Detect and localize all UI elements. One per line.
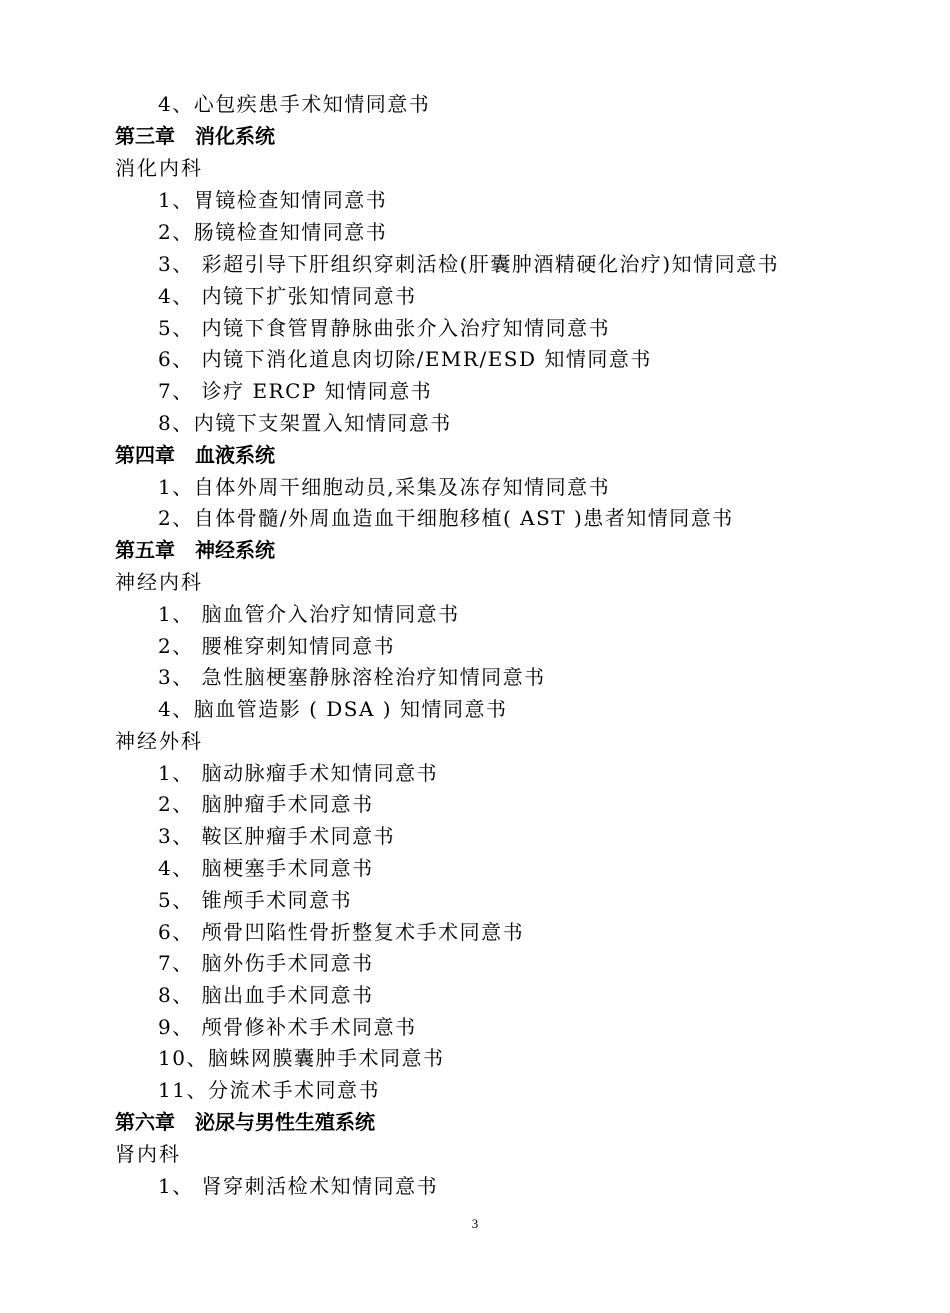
department-heading: 神经内科 [115,570,203,594]
toc-item: 9、 颅骨修补术手术同意书 [158,1015,417,1039]
toc-item: 1、 脑血管介入治疗知情同意书 [158,602,460,626]
toc-item: 1、 脑动脉瘤手术知情同意书 [158,761,439,785]
toc-item: 8、内镜下支架置入知情同意书 [158,411,452,435]
department-heading: 神经外科 [115,729,203,753]
chapter-heading: 第四章 血液系统 [115,443,275,467]
toc-item: 1、 肾穿刺活检术知情同意书 [158,1174,439,1198]
toc-item: 1、胃镜检查知情同意书 [158,188,388,212]
toc-item: 1、自体外周干细胞动员,采集及冻存知情同意书 [158,475,611,499]
department-heading: 肾内科 [115,1142,181,1166]
toc-item: 7、 诊疗 ERCP 知情同意书 [158,379,433,403]
toc-item: 11、分流术手术同意书 [158,1078,380,1102]
chapter-heading: 第六章 泌尿与男性生殖系统 [115,1110,375,1134]
toc-item: 3、 急性脑梗塞静脉溶栓治疗知情同意书 [158,665,546,689]
toc-item: 4、心包疾患手术知情同意书 [158,92,431,116]
toc-item: 2、 腰椎穿刺知情同意书 [158,634,396,658]
chapter-heading: 第五章 神经系统 [115,538,275,562]
page-number: 3 [471,1216,479,1231]
toc-item: 3、 彩超引导下肝组织穿刺活检(肝囊肿酒精硬化治疗)知情同意书 [158,252,780,276]
toc-item: 6、 内镜下消化道息肉切除/EMR/ESD 知情同意书 [158,347,652,371]
department-heading: 消化内科 [115,156,203,180]
toc-item: 5、 锥颅手术同意书 [158,888,353,912]
toc-item: 5、 内镜下食管胃静脉曲张介入治疗知情同意书 [158,316,611,340]
toc-item: 7、 脑外伤手术同意书 [158,951,374,975]
toc-item: 2、自体骨髓/外周血造血干细胞移植( AST )患者知情同意书 [158,506,734,530]
toc-item: 2、肠镜检查知情同意书 [158,220,388,244]
toc-item: 8、 脑出血手术同意书 [158,983,374,1007]
toc-item: 4、脑血管造影 ( DSA ) 知情同意书 [158,697,508,721]
toc-item: 2、 脑肿瘤手术同意书 [158,792,374,816]
toc-item: 6、 颅骨凹陷性骨折整复术手术同意书 [158,920,525,944]
toc-item: 4、 脑梗塞手术同意书 [158,856,374,880]
toc-item: 3、 鞍区肿瘤手术同意书 [158,824,396,848]
chapter-heading: 第三章 消化系统 [115,124,275,148]
toc-item: 10、脑蛛网膜囊肿手术同意书 [158,1046,445,1070]
toc-item: 4、 内镜下扩张知情同意书 [158,284,417,308]
